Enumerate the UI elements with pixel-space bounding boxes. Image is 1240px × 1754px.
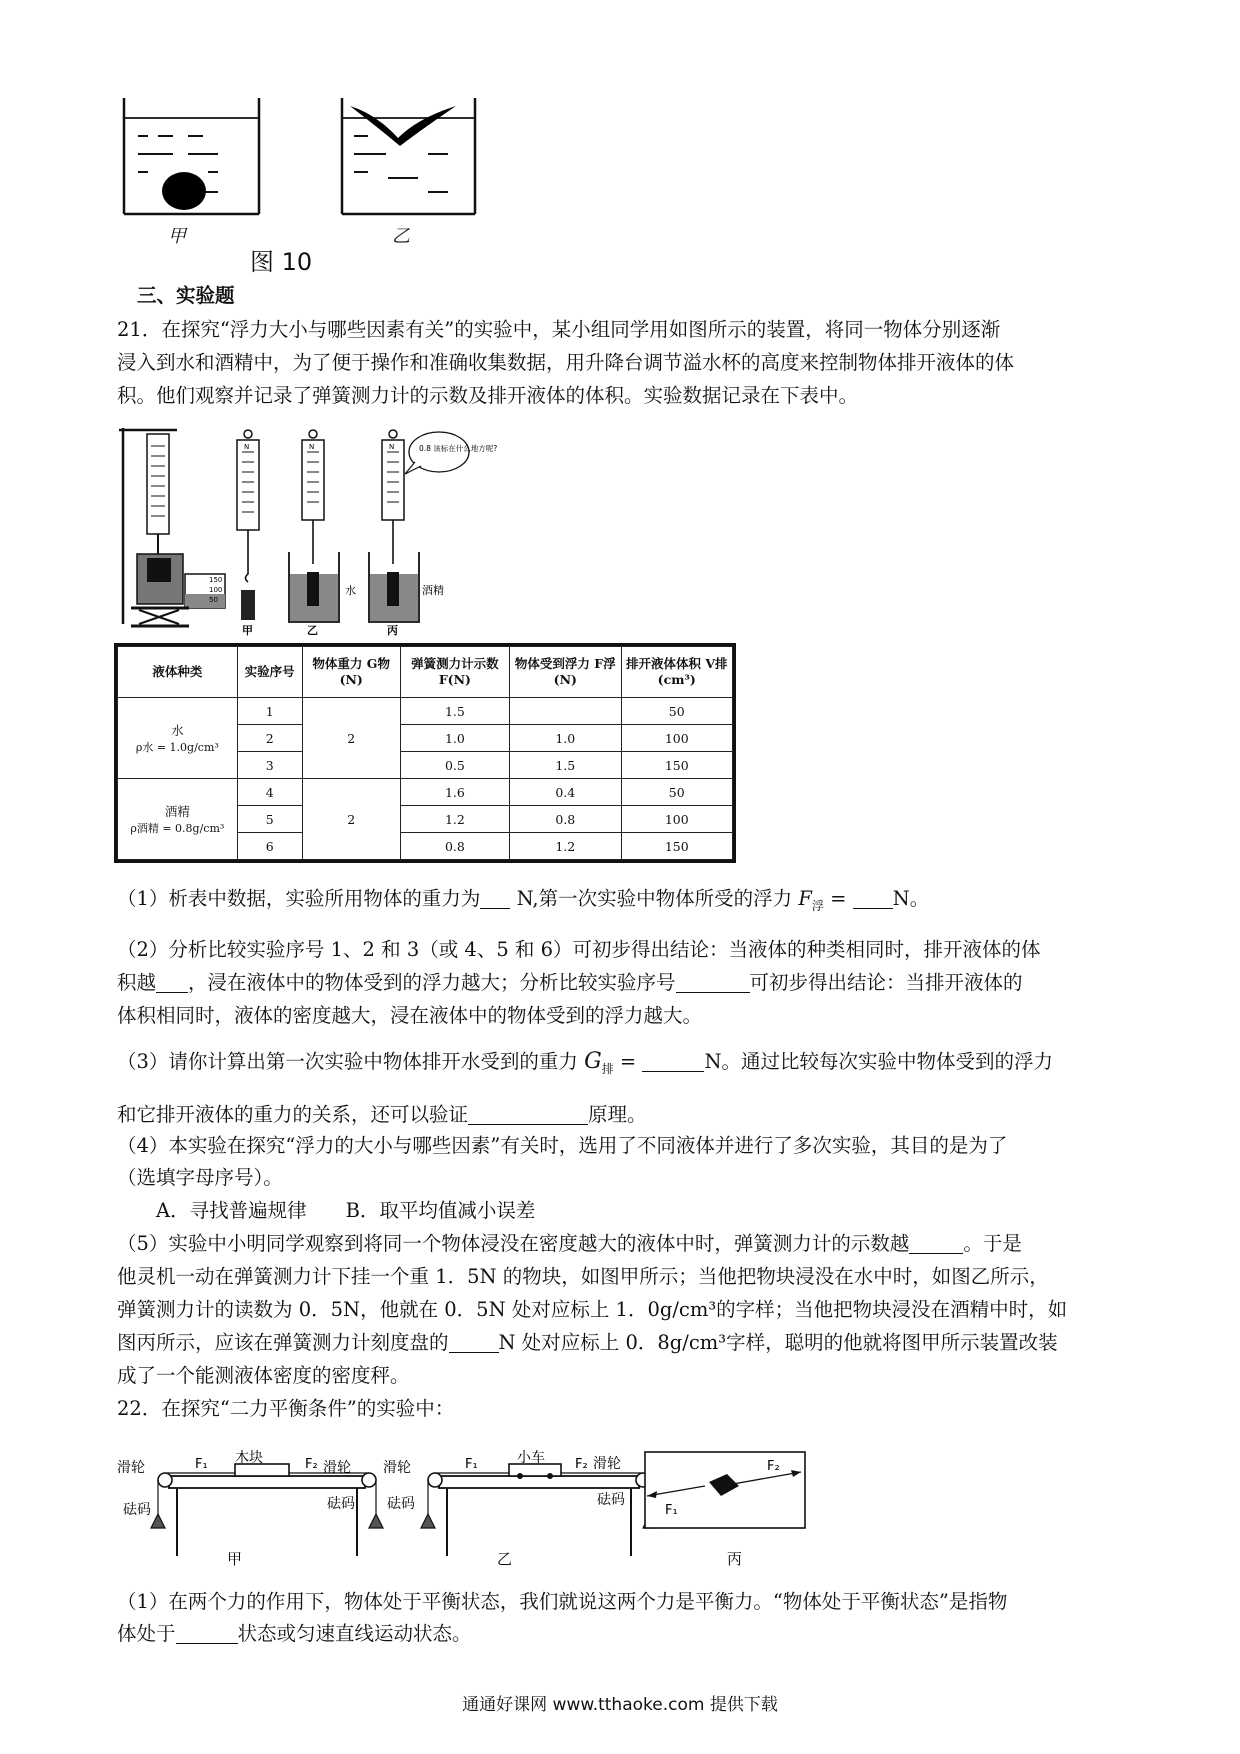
q21-p5-text-c: 图丙所示，应该在弹簧测力计刻度盘的 — [117, 1331, 449, 1354]
symbol-sub: 浮 — [811, 898, 824, 913]
q21-p3-text-d: 和它排开液体的重力的关系，还可以验证 — [117, 1103, 469, 1126]
answer-blank[interactable] — [909, 1233, 963, 1254]
displaced-volume: 50 — [621, 698, 732, 725]
buoyant-force: 0.8 — [510, 806, 621, 833]
pulley-label: 滑轮 — [323, 1460, 351, 1476]
q22-p1-text-a: 体处于 — [117, 1622, 176, 1645]
q21-part-2-line-2 — [117, 968, 1023, 998]
q21-p5-text-d: N 处对应标上 0．8g/cm³字样，聪明的他就将图甲所示装置改装 — [498, 1331, 1058, 1354]
scale-reading: 1.6 — [400, 779, 509, 806]
weight-label: 砝码 — [123, 1502, 151, 1518]
alcohol-label: 酒精 — [422, 584, 444, 597]
q21-part-4-line-1: （4）本实验在探究“浮力的大小与哪些因素”有关时，选用了不同液体并进行了多次实验，其目的是为了 — [117, 1134, 1008, 1157]
liquid-density: ρ水 = 1.0g/cm³ — [135, 741, 219, 754]
displaced-volume: 100 — [621, 806, 732, 833]
force-f1-label: F₁ — [195, 1457, 208, 1472]
scale-reading: 0.8 — [400, 833, 509, 860]
force-f2-label: F₂ — [575, 1457, 588, 1472]
spring-scale-a — [237, 430, 259, 620]
liquid-name: 酒精 — [164, 804, 190, 819]
scale-reading: 1.0 — [400, 725, 509, 752]
pulley-label: 滑轮 — [593, 1456, 621, 1472]
q22-part-1-line-2 — [117, 1619, 472, 1649]
fig10-label-b: 乙 — [392, 226, 410, 247]
speech-bubble-text: 0.8 该标在什么地方呢? — [419, 444, 498, 453]
buoyant-force — [510, 698, 621, 725]
force-f1-label: F₁ — [465, 1457, 478, 1472]
q21-part-4-options: A．寻找普遍规律 B．取平均值减小误差 — [156, 1199, 536, 1222]
displaced-volume: 150 — [621, 833, 732, 860]
liquid-name: 水 — [171, 723, 184, 738]
q21-p3-text-a: （3）请你计算出第一次实验中物体排开水受到的重力 — [117, 1050, 585, 1073]
q21-p2-text-a: 积越 — [117, 971, 157, 994]
answer-blank[interactable] — [156, 972, 188, 993]
fig10-caption: 图 10 — [250, 248, 313, 276]
force-f1-label: F₁ — [665, 1503, 678, 1518]
answer-blank[interactable] — [468, 1104, 588, 1125]
q21-part-5-line-2: 他灵机一动在弹簧测力计下挂一个重 1．5N 的物块，如图甲所示；当他把物块浸没在水中时，如图乙所示， — [117, 1265, 1049, 1288]
equals: = — [823, 887, 853, 910]
cart-label: 小车 — [517, 1450, 545, 1466]
answer-blank[interactable] — [480, 888, 510, 909]
q21-part-1 — [117, 884, 929, 921]
setup-label-c: 丙 — [727, 1550, 743, 1568]
q21-data-table — [117, 646, 733, 860]
force-f2-label: F₂ — [305, 1457, 318, 1472]
weight-label: 砝码 — [387, 1496, 415, 1512]
scale-reading: 1.5 — [400, 698, 509, 725]
q21-p2-text-b: ，浸在液体中的物体受到的浮力越大；分析比较实验序号 — [188, 971, 676, 994]
table-header: 实验序号 — [237, 647, 302, 698]
q21-part-5-line-5: 成了一个能测液体密度的密度秤。 — [117, 1364, 410, 1387]
table-header: 物体重力 G物(N) — [302, 647, 400, 698]
block-label: 木块 — [235, 1450, 263, 1466]
q21-p2-text-c: 可初步得出结论：当排开液体的 — [749, 971, 1023, 994]
q21-intro-line-2: 浸入到水和酒精中，为了便于操作和准确收集数据，用升降台调节溢水杯的高度来控制物体排开液体的体 — [117, 351, 1015, 374]
scale-unit-a: N — [244, 443, 250, 451]
liquid-cell-alcohol — [118, 779, 238, 860]
symbol-f: F — [798, 887, 812, 910]
beaker-b — [342, 98, 475, 214]
q22-part-1-line-1: （1）在两个力的作用下，物体处于平衡状态，我们就说这两个力是平衡力。“物体处于平衡状态”是指物 — [117, 1590, 1008, 1613]
q21-part-4-line-2: （选填字母序号）。 — [117, 1166, 283, 1189]
table-header: 弹簧测力计示数 F(N) — [400, 647, 509, 698]
buoyant-force: 0.4 — [510, 779, 621, 806]
q21-p1-text-a: （1）析表中数据，实验所用物体的重力为 — [117, 887, 481, 910]
table-row — [118, 698, 733, 725]
buoyant-force: 1.5 — [510, 752, 621, 779]
q22-p1-text-b: 状态或匀速直线运动状态。 — [237, 1622, 472, 1645]
water-label: 水 — [345, 584, 356, 597]
scale-unit-b: N — [309, 443, 315, 451]
table-header: 物体受到浮力 F浮(N) — [510, 647, 621, 698]
answer-blank[interactable] — [449, 1332, 499, 1353]
spring-scale-b — [289, 430, 339, 622]
table-row — [118, 779, 733, 806]
setup-label-b: 乙 — [497, 1550, 513, 1568]
q21-part-3-line-2 — [117, 1100, 647, 1130]
weight-label: 砝码 — [597, 1492, 625, 1508]
symbol-sub: 排 — [601, 1061, 614, 1076]
force-f2-label: F₂ — [767, 1459, 780, 1474]
scale-reading: 1.2 — [400, 806, 509, 833]
q22-balance-figure — [117, 1436, 817, 1570]
trial-number: 3 — [237, 752, 302, 779]
scale-reading: 0.5 — [400, 752, 509, 779]
pulley-label: 滑轮 — [117, 1460, 145, 1476]
trial-number: 5 — [237, 806, 302, 833]
beaker-mark-50: 50 — [209, 596, 218, 604]
q21-p3-text-e: 原理。 — [588, 1103, 647, 1126]
q21-intro-line-3: 积。他们观察并记录了弹簧测力计的示数及排开液体的体积。实验数据记录在下表中。 — [117, 384, 859, 407]
liquid-density: ρ酒精 = 0.8g/cm³ — [130, 822, 225, 835]
displaced-volume: 50 — [621, 779, 732, 806]
q21-part-2-line-1: （2）分析比较实验序号 1、2 和 3（或 4、5 和 6）可初步得出结论：当液体的种类相同时，排开液体的体 — [117, 938, 1041, 961]
liquid-cell-water — [118, 698, 238, 779]
displaced-volume: 150 — [621, 752, 732, 779]
q21-p1-text-b: N,第一次实验中物体所受的浮力 — [510, 887, 799, 910]
equals: = — [613, 1050, 643, 1073]
table-header: 液体种类 — [118, 647, 238, 698]
beaker-a — [124, 98, 259, 214]
answer-blank[interactable] — [176, 1623, 238, 1644]
table-header-row — [118, 647, 733, 698]
q21-part-3-line-1 — [117, 1047, 1053, 1084]
page-footer: 通通好课网 www.tthaoke.com 提供下载 — [462, 1695, 778, 1715]
q21-apparatus-figure — [117, 424, 517, 636]
trial-number: 1 — [237, 698, 302, 725]
scale-unit-c: N — [389, 443, 395, 451]
answer-blank[interactable] — [642, 1051, 704, 1072]
q21-p5-text-b: 。于是 — [963, 1232, 1022, 1255]
symbol-g: G — [584, 1049, 602, 1074]
q21-part-5-line-1 — [117, 1229, 1022, 1259]
setup-label-a: 甲 — [227, 1550, 243, 1568]
displaced-volume: 100 — [621, 725, 732, 752]
object-gravity: 2 — [302, 698, 400, 779]
q21-intro-line-1: 21．在探究“浮力大小与哪些因素有关”的实验中，某小组同学用如图所示的装置，将同一物体分别逐渐 — [117, 318, 1001, 341]
section-title: 三、实验题 — [137, 284, 235, 307]
buoyant-force: 1.2 — [510, 833, 621, 860]
beaker-mark-100: 100 — [209, 586, 223, 594]
fig10-label-a: 甲 — [168, 226, 186, 247]
q21-part-5-line-4 — [117, 1328, 1058, 1358]
beaker-mark-150: 150 — [209, 576, 223, 584]
answer-blank[interactable] — [676, 972, 750, 993]
answer-blank[interactable] — [853, 888, 893, 909]
q21-p1-text-d: N。 — [892, 887, 930, 910]
q22-intro: 22．在探究“二力平衡条件”的实验中： — [117, 1397, 455, 1420]
q21-part-5-line-3: 弹簧测力计的读数为 0．5N，他就在 0．5N 处对应标上 1．0g/cm³的字样；当他把物块浸没在酒精中时，如 — [117, 1298, 1068, 1321]
spring-scale-c — [369, 430, 469, 622]
trial-number: 4 — [237, 779, 302, 806]
pulley-label: 滑轮 — [383, 1460, 411, 1476]
trial-number: 6 — [237, 833, 302, 860]
q21-p5-text-a: （5）实验中小明同学观察到将同一个物体浸没在密度越大的液体中时，弹簧测力计的示数越 — [117, 1232, 910, 1255]
apparatus-label-b: 乙 — [307, 624, 318, 636]
apparatus-label-a: 甲 — [242, 624, 253, 636]
balance-setup-b — [421, 1464, 657, 1556]
object-gravity: 2 — [302, 779, 400, 860]
q21-part-2-line-3: 体积相同时，液体的密度越大，浸在液体中的物体受到的浮力越大。 — [117, 1004, 703, 1027]
q21-p3-text-c: N。通过比较每次实验中物体受到的浮力 — [704, 1050, 1054, 1073]
table-header: 排开液体体积 V排(cm³) — [621, 647, 732, 698]
apparatus-label-c: 丙 — [387, 624, 398, 636]
trial-number: 2 — [237, 725, 302, 752]
buoyant-force: 1.0 — [510, 725, 621, 752]
weight-label: 砝码 — [327, 1496, 355, 1512]
